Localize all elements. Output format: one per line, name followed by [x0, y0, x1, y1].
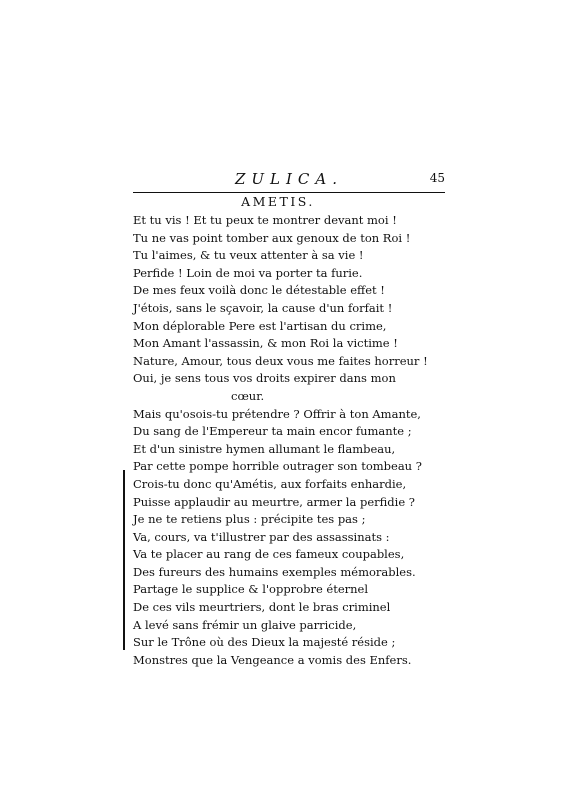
verse-line: Tu l'aimes, & tu veux attenter à sa vie ! — [133, 248, 364, 263]
page-header — [133, 170, 445, 192]
verse-line: Des fureurs des humains exemples mémorables. — [133, 564, 416, 579]
verse-line: Tu ne vas point tomber aux genoux de ton Roi ! — [133, 230, 411, 245]
running-title: ZULICA. — [234, 170, 344, 188]
verse-line: Perfide ! Loin de moi va porter ta furie. — [133, 265, 363, 280]
verse-line: Va, cours, va t'illustrer par des assassinats : — [133, 529, 390, 544]
page-number: 45 — [429, 171, 445, 185]
verse-line: De ces vils meurtriers, dont le bras criminel — [133, 600, 391, 615]
verse-line: J'étois, sans le sçavoir, la cause d'un forfait ! — [133, 300, 393, 315]
speaker-name: AMETIS. — [241, 194, 315, 209]
verse-line: Je ne te retiens plus : précipite tes pas ; — [133, 512, 366, 527]
verse-line: A levé sans frémir un glaive parricide, — [133, 617, 357, 632]
verse-line: Et tu vis ! Et tu peux te montrer devant moi ! — [133, 213, 397, 227]
verse-text — [133, 212, 445, 669]
verse-line: De mes feux voilà donc le détestable effet ! — [133, 283, 385, 298]
verse-line: Oui, je sens tous vos droits expirer dans mon — [133, 371, 396, 386]
verse-line: Va te placer au rang de ces fameux coupables, — [133, 547, 405, 562]
verse-line: Mon déplorable Pere est l'artisan du crime, — [133, 318, 387, 333]
header-rule — [133, 192, 445, 193]
verse-line: Monstres que la Vengeance a vomis des Enfers. — [133, 652, 412, 667]
verse-line: Sur le Trône où des Dieux la majesté réside ; — [133, 635, 396, 650]
verse-line: Puisse applaudir au meurtre, armer la perfidie ? — [133, 494, 415, 509]
margin-mark — [123, 470, 125, 650]
verse-line: Crois-tu donc qu'Amétis, aux forfaits enhardie, — [133, 476, 407, 491]
verse-line: cœur. — [231, 388, 265, 403]
verse-line: Du sang de l'Empereur ta main encor fumante ; — [133, 424, 412, 439]
verse-line: Par cette pompe horrible outrager son tombeau ? — [133, 459, 422, 474]
verse-line: Nature, Amour, tous deux vous me faites horreur ! — [133, 353, 428, 368]
verse-line: Et d'un sinistre hymen allumant le flambeau, — [133, 441, 396, 456]
verse-line: Partage le supplice & l'opprobre éternel — [133, 582, 369, 597]
verse-line: Mais qu'osois-tu prétendre ? Offrir à ton Amante, — [133, 406, 421, 421]
verse-line: Mon Amant l'assassin, & mon Roi la victime ! — [133, 336, 398, 351]
